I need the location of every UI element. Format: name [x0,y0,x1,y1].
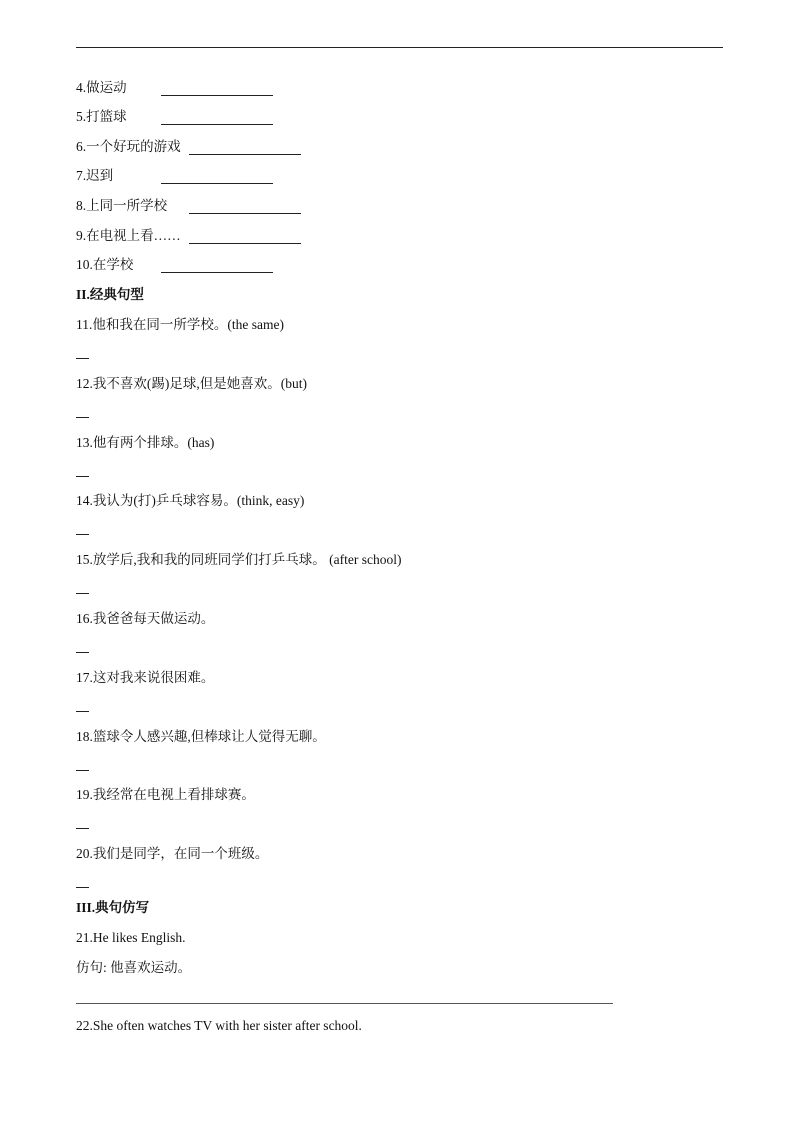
sentence-item: 19.我经常在电视上看排球赛。 [76,787,255,803]
answer-blank[interactable] [161,183,273,184]
section-2-heading: II.经典句型 [76,287,144,302]
answer-line[interactable] [76,652,89,653]
sentence-item: 13.他有两个排球。(has) [76,434,215,450]
vocab-item: 10.在学校 [76,257,134,272]
question-22: 22.She often watches TV with her sister after school. [76,1018,362,1033]
header-rule [76,47,723,48]
sentence-item: 17.这对我来说很困难。 [76,669,215,685]
question-21: 21.He likes English. [76,930,186,945]
answer-blank[interactable] [189,213,301,214]
answer-line[interactable] [76,887,89,888]
sentence-item: 12.我不喜欢(踢)足球,但是她喜欢。(but) [76,375,307,391]
vocab-item: 6.一个好玩的游戏 [76,139,181,154]
sentence-item: 14.我认为(打)乒乓球容易。(think, easy) [76,493,305,509]
vocab-item: 7.迟到 [76,168,114,183]
answer-line-21[interactable] [76,1003,613,1004]
answer-line[interactable] [76,476,89,477]
answer-line[interactable] [76,770,89,771]
answer-line[interactable] [76,534,89,535]
answer-blank[interactable] [161,272,273,273]
answer-line[interactable] [76,593,89,594]
sentence-item: 15.放学后,我和我的同班同学们打乒乓球。 (after school) [76,552,402,568]
sentence-item: 20.我们是同学，在同一个班级。 [76,846,269,862]
sentence-item: 16.我爸爸每天做运动。 [76,611,215,626]
sentence-item: 18.篮球令人感兴趣,但棒球让人觉得无聊。 [76,728,326,744]
answer-blank[interactable] [161,95,273,96]
vocab-item: 5.打篮球 [76,109,127,124]
answer-line[interactable] [76,417,89,418]
vocab-item: 4.做运动 [76,80,127,95]
answer-line[interactable] [76,828,89,829]
vocab-item: 9.在电视上看…… [76,228,181,243]
answer-blank[interactable] [161,124,273,125]
section-3-heading: III.典句仿写 [76,900,150,915]
answer-line[interactable] [76,711,89,712]
answer-blank[interactable] [189,243,301,244]
sentence-item: 11.他和我在同一所学校。(the same) [76,317,284,332]
vocab-item: 8.上同一所学校 [76,198,168,213]
answer-blank[interactable] [189,154,301,155]
answer-line[interactable] [76,358,89,359]
question-21-imitation-prompt: 仿句: 他喜欢运动。 [76,960,192,975]
